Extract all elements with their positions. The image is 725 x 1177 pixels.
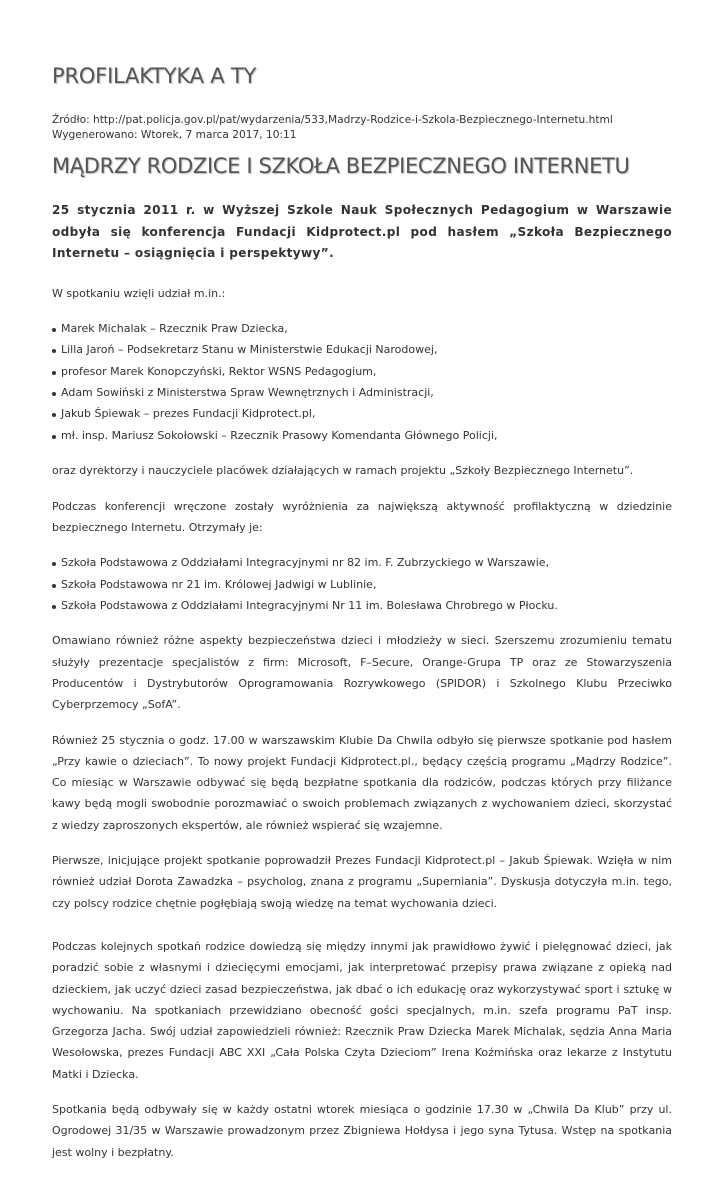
list-item: Szkoła Podstawowa z Oddziałami Integracyjnymi Nr 11 im. Bolesława Chrobrego w Płocku. <box>52 595 672 616</box>
paragraph-first-meeting: Pierwsze, inicjujące projekt spotkanie poprowadził Prezes Fundacji Kidprotect.pl – Jakub Śpiewak. Wzięła w nim również udział Dorota Zawadzka – psycholog, znana z programu „Superniania”. Dyskusja dotyczyła m.in. tego, czy polscy rodzice chętnie pogłębiają swoją wiedzę na temat wychowania dzieci. <box>52 854 672 910</box>
list-item: mł. insp. Mariusz Sokołowski – Rzecznik Prasowy Komendanta Głównego Policji, <box>52 425 672 446</box>
list-item: Adam Sowiński z Ministerstwa Spraw Wewnętrznych i Administracji, <box>52 382 672 403</box>
list-item: profesor Marek Konopczyński, Rektor WSNS Pedagogium, <box>52 361 672 382</box>
participants-after: oraz dyrektorzy i nauczyciele placówek działających w ramach projektu „Szkoły Bezpiecznego Internetu”. <box>52 464 634 478</box>
paragraph-coffee-meeting: Również 25 stycznia o godz. 17.00 w warszawskim Klubie Da Chwila odbyło się pierwsze spotkanie pod hasłem „Przy kawie o dzieciach”. To nowy projekt Fundacji Kidprotect.pl., będący częścią programu „Mądrzy Rodzice”. Co miesiąc w Warszawie odbywać się będą bezpłatne spotkania dla rodziców, podczas których przy filiżance kawy będą mogli swobodnie porozmawiać o swoich problemach związanych z wychowaniem dzieci, skorzystać z wiedzy zaproszonych ekspertów, ale również wspierać się wzajemne. <box>52 733 672 832</box>
article-title: MĄDRZY RODZICE I SZKOŁA BEZPIECZNEGO INTERNETU <box>52 154 630 178</box>
source-line: Źródło: http://pat.policja.gov.pl/pat/wydarzenia/533,Madrzy-Rodzice-i-Szkola-Bezpiecznego-Internetu.html <box>52 114 613 126</box>
site-title: PROFILAKTYKA A TY <box>52 64 257 88</box>
paragraph-next-meetings: Podczas kolejnych spotkań rodzice dowiedzą się między innymi jak prawidłowo żywić i pielęgnować dzieci, jak poradzić sobie z własnymi i dziecięcymi emocjami, jak interpretować przepisy prawa związane z opieką nad dzieckiem, jak uczyć dzieci zasad bezpieczeństwa, jak dbać o ich edukację oraz wykorzystywać sport i sztukę w wychowaniu. Na spotkaniach przewidziano obecność gości specjalnych, m.in. szefa programu PaT insp. Grzegorza Jacha. Swój udział zapowiedzieli również: Rzecznik Praw Dziecka Marek Michalak, sędzia Anna Maria Wesołowska, prezes Fundacji ABC XXI „Cała Polska Czyta Dzieciom” Irena Koźmińska oraz lekarze z Instytutu Matki i Dziecka. <box>52 939 672 1081</box>
awards-list <box>52 552 672 616</box>
paragraph-presentations: Omawiano również różne aspekty bezpieczeństwa dzieci i młodzieży w sieci. Szerszemu zrozumieniu tematu służyły prezentacje specjalistów z firm: Microsoft, F–Secure, Orange-Grupa TP oraz ze Stowarzyszenia Producentów i Dystrybutorów Oprogramowania Rozrywkowego (SPIDOR) i Szkolnego Klubu Przeciwko Cyberprzemocy „SofA”. <box>52 634 672 712</box>
paragraph-schedule: Spotkania będą odbywały się w każdy ostatni wtorek miesiąca o godzinie 17.30 w „Chwila Da Klub” przy ul. Ogrodowej 31/35 w Warszawie prowadzonym przez Zbigniewa Hołdysa i jego syna Tytusa. Wstęp na spotkania jest wolny i bezpłatny. <box>52 1102 672 1159</box>
generated-line: Wygenerowano: Wtorek, 7 marca 2017, 10:11 <box>52 129 297 141</box>
list-item: Szkoła Podstawowa nr 21 im. Królowej Jadwigi w Lublinie, <box>52 574 672 595</box>
participants-intro: W spotkaniu wzięli udział m.in.: <box>52 286 226 300</box>
awards-intro: Podczas konferencji wręczone zostały wyróżnienia za największą aktywność profilaktyczną w dziedzinie bezpiecznego Internetu. Otrzymały je: <box>52 499 672 534</box>
list-item: Lilla Jaroń – Podsekretarz Stanu w Ministerstwie Edukacji Narodowej, <box>52 339 672 360</box>
list-item: Szkoła Podstawowa z Oddziałami Integracyjnymi nr 82 im. F. Zubrzyckiego w Warszawie, <box>52 552 672 573</box>
list-item: Jakub Śpiewak – prezes Fundacji Kidprotect.pl, <box>52 403 672 424</box>
article-lead: 25 stycznia 2011 r. w Wyższej Szkole Nauk Społecznych Pedagogium w Warszawie odbyła się konferencja Fundacji Kidprotect.pl pod hasłem „Szkoła Bezpiecznego Internetu – osiągnięcia i perspektywy”. <box>52 203 672 260</box>
article-body <box>52 200 672 1177</box>
document-meta <box>52 113 613 143</box>
participants-list <box>52 318 672 446</box>
list-item: Marek Michalak – Rzecznik Praw Dziecka, <box>52 318 672 339</box>
